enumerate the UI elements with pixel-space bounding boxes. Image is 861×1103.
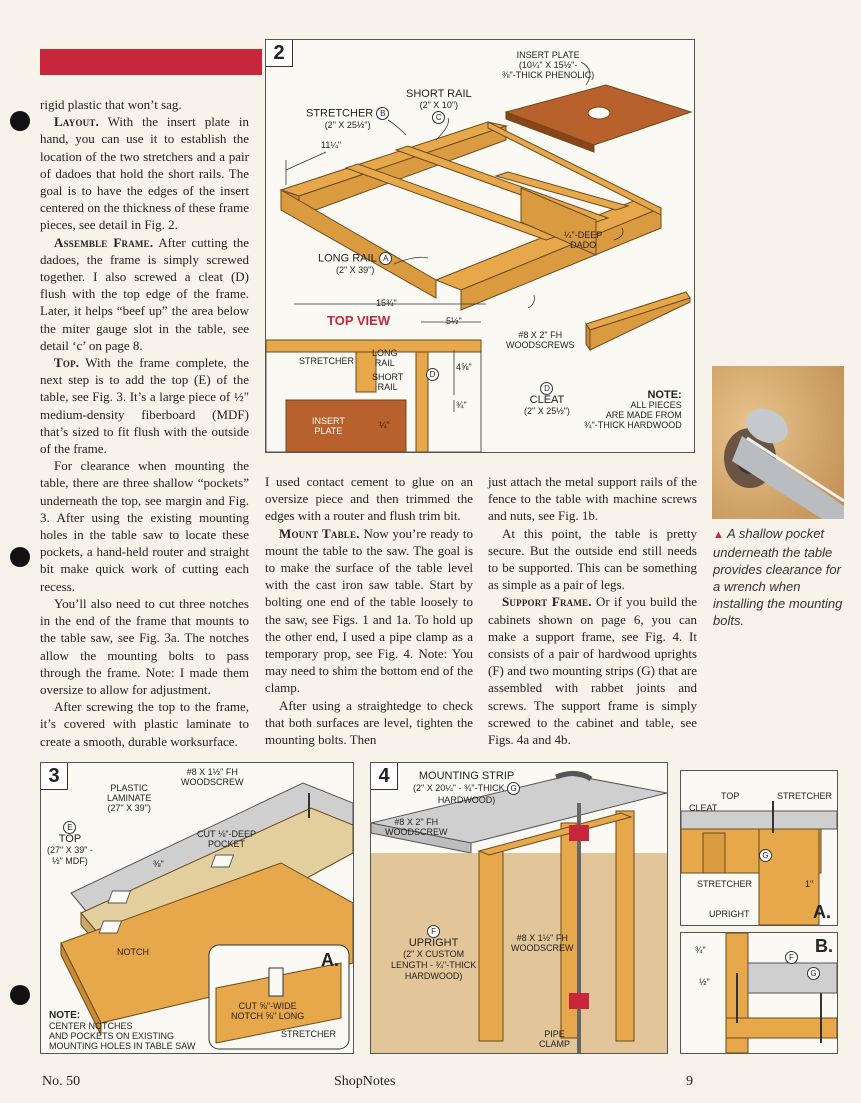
paragraph: Support Frame. Or if you build the cabinets shown on page 6, you can make a support frame, see Fig. 4. It consists of a pair of hardwood uprights (F) and two mounting strips (G) that are assembled with rabbet joints and screws. The support frame is simply screwed to the cabinet and table, see Figs. 4a and 4b.	[488, 594, 698, 748]
figure-4b	[680, 932, 838, 1054]
part-key-a: A	[379, 252, 392, 265]
text-column-3	[488, 473, 697, 748]
label: NOTCH	[117, 947, 149, 957]
dimension: 5½"	[446, 316, 462, 326]
label: STRETCHER	[281, 1029, 337, 1039]
label: STRETCHER	[299, 356, 355, 366]
paragraph: For clearance when mounting the table, there are three shallow “pockets” underneath the top, see margin and Fig. 3. After using the existing mounting holes in the table saw to locate these pockets, a hand-held router and straight bit make quick work of cutting each recess.	[40, 458, 249, 594]
label: UPRIGHT	[408, 937, 459, 949]
label: TOP	[58, 833, 82, 845]
label: #8 X 1½" FH	[516, 933, 568, 943]
issue-number: No. 50	[42, 1074, 81, 1089]
paragraph: Mount Table. Now you’re ready to mount the table to the saw. The goal is to make the surface of the table level with the cast iron saw table. Start by bolting one end of the table loosely to the saw, see Figs. 1 and 1a. To hold up the other end, I used a pipe clamp as a temporary prop, see Fig. 4. Note: You may need to shim the bottom end of the clamp.	[265, 525, 473, 696]
text-column-1	[40, 96, 249, 750]
run-in-head: Support Frame.	[502, 594, 592, 610]
part-key-g: G	[507, 782, 520, 795]
run-in-head: Layout.	[54, 114, 99, 130]
figure-4a	[680, 770, 838, 926]
paragraph: just attach the metal support rails of the fence to the table with machine screws and nuts, see Fig. 1b.	[488, 474, 697, 524]
label: #8 X 1½" FH	[186, 767, 238, 777]
paragraph: rigid plastic that won’t sag.	[40, 97, 182, 112]
wrench-photo-image	[712, 366, 844, 519]
dimension: ½"	[699, 977, 710, 987]
paragraph: After screwing the top to the frame, it’s covered with plastic laminate to create a smooth, durable worksurface.	[40, 699, 249, 749]
top-view-title: TOP VIEW	[324, 314, 393, 328]
label: (2" X CUSTOM	[403, 949, 465, 959]
support-frame-drawing	[371, 763, 667, 1053]
part-key-d: D	[540, 382, 553, 395]
label: LONG	[372, 348, 398, 358]
label: STRETCHER B	[306, 107, 389, 120]
part-key-c: C	[432, 111, 445, 124]
detail-letter: A.	[813, 902, 831, 922]
label: PLASTIC	[110, 783, 148, 793]
label: (2" X 39")	[335, 265, 375, 275]
figure-number: 4	[371, 763, 398, 790]
label: INSERT	[312, 416, 345, 426]
label: (27" X 39")	[107, 803, 151, 813]
part-key-g: G	[807, 967, 820, 980]
caption-triangle-icon: ▲	[713, 529, 724, 541]
label: #8 X 2" FH	[518, 330, 563, 340]
label: CUT ⅝"-WIDE	[238, 1001, 297, 1011]
text-column-2	[265, 473, 473, 748]
label: CLEAT	[689, 803, 718, 813]
figure-4	[370, 762, 668, 1054]
label: WOODSCREWS	[506, 340, 575, 350]
label: MOUNTING HOLES IN TABLE SAW	[49, 1041, 196, 1051]
label: RAIL	[374, 358, 395, 368]
paragraph: Top. With the frame complete, the next step is to add the top (E) of the table, see Fig. 3. It’s a large piece of ½" medium-density fiberboard (MDF) that’s sized to fit flush with the outside of the frame.	[40, 355, 249, 457]
label: CENTER NOTCHES	[49, 1021, 133, 1031]
label: INSERT PLATE	[516, 50, 580, 60]
label: CLAMP	[539, 1039, 571, 1049]
dimension: 15¾"	[376, 298, 397, 308]
label: ¼"-DEEP	[564, 230, 603, 240]
label: ½" MDF)	[52, 856, 88, 866]
part-key-f: F	[785, 951, 798, 964]
label: (2" X 20¼" - ¾"-THICK G	[413, 782, 520, 795]
dimension: 11¼"	[321, 140, 342, 150]
label: AND POCKETS ON EXISTING	[49, 1031, 175, 1041]
paragraph: After using a straightedge to check that both surfaces are level, tighten the mounting bolts. Then	[265, 697, 473, 748]
part-key-e: E	[63, 821, 76, 834]
label: ¾"-THICK HARDWOOD	[584, 420, 682, 430]
dimension: ⅜"	[153, 859, 164, 869]
label: (2" X 25½")	[324, 120, 371, 130]
detail-letter: B.	[815, 936, 833, 956]
wrench-photo	[712, 366, 844, 519]
label: CLEAT	[529, 394, 565, 406]
run-in-head: Assemble Frame.	[54, 234, 154, 250]
label: CUT ⅛"-DEEP	[197, 829, 257, 839]
run-in-head: Top.	[54, 355, 80, 371]
label: LAMINATE	[107, 793, 152, 803]
figure-2	[265, 39, 695, 453]
part-key-g: G	[759, 849, 772, 862]
label: (2" X 25½")	[524, 406, 570, 416]
label: SHORT RAIL	[406, 88, 472, 100]
binder-hole	[10, 985, 30, 1005]
label: HARDWOOD)	[437, 795, 496, 805]
run-in-head: Mount Table.	[279, 525, 360, 541]
figure-number: 3	[41, 763, 68, 790]
label: LENGTH - ¾"-THICK	[391, 960, 477, 970]
label: DADO	[570, 240, 597, 250]
label: HARDWOOD)	[404, 971, 463, 981]
label: WOODSCREW	[181, 777, 244, 787]
publication-name: ShopNotes	[334, 1074, 396, 1089]
label: MOUNTING STRIP	[418, 770, 515, 782]
label: WOODSCREW	[385, 827, 448, 837]
label: NOTE:	[647, 389, 682, 401]
dimension: 4⅝"	[456, 362, 472, 372]
top-drawing	[41, 763, 353, 1053]
paragraph: Layout. With the insert plate in hand, you can use it to establish the location of the two stretchers and a pair of dadoes that hold the short rails. The goal is to have the edges of the insert centered on the thickness of these frame pieces, see detail in Fig. 2.	[40, 114, 249, 233]
photo-caption: ▲ A shallow pocket underneath the table provides clearance for a wrench when installing the mounting bolts.	[713, 526, 843, 628]
label: LONG RAIL A	[318, 252, 392, 265]
paragraph: You’ll also need to cut three notches in the end of the frame that mounts to the table saw, see Fig. 3a. The notches allow the mounting bolts to pass through the frame. Note: I made them oversize to allow for adjustment.	[40, 595, 249, 697]
label: NOTCH ⅝" LONG	[231, 1011, 305, 1021]
section-header-bar	[40, 49, 262, 75]
label: SHORT	[372, 372, 404, 382]
part-key-b: B	[376, 107, 389, 120]
page-number: 9	[686, 1074, 693, 1089]
dimension: ¾"	[695, 945, 706, 955]
binder-hole	[10, 111, 30, 131]
label: ALL PIECES	[630, 400, 682, 410]
label: WOODSCREW	[511, 943, 574, 953]
part-key-f: F	[427, 925, 440, 938]
paragraph: At this point, the table is pretty secure. But the outside end still needs to be supported. This can be something as simple as a pair of legs.	[488, 525, 697, 593]
label: STRETCHER	[697, 879, 753, 889]
label: ARE MADE FROM	[605, 410, 682, 420]
label: UPRIGHT	[709, 909, 750, 919]
label: (10¼" X 15½"-	[518, 60, 578, 70]
label: PLATE	[314, 426, 343, 436]
part-key-d: D	[426, 368, 439, 381]
dimension: ¾"	[456, 400, 467, 410]
label: #8 X 2" FH	[394, 817, 439, 827]
label: (2" X 10")	[419, 100, 459, 110]
figure-3	[40, 762, 354, 1054]
dimension: ¼"	[379, 420, 390, 430]
label: PIPE	[544, 1029, 565, 1039]
label: (27" X 39" -	[47, 845, 93, 855]
label: TOP	[721, 791, 740, 801]
paragraph: Assemble Frame. After cutting the dadoes, the frame is simply screwed together. I also screwed a cleat (D) flush with the top edge of the frame. Later, it helps “beef up” the area below the miter gauge slot in the table, see detail ‘c’ on page 8.	[40, 234, 250, 353]
label: ⅜"-THICK PHENOLIC)	[502, 70, 595, 80]
label: STRETCHER	[777, 791, 833, 801]
binder-hole	[10, 547, 30, 567]
figure-number: 2	[266, 40, 293, 67]
detail-letter: A.	[321, 950, 339, 970]
label: NOTE:	[49, 1010, 81, 1021]
label: RAIL	[377, 382, 398, 392]
paragraph: I used contact cement to glue on an oversize piece and then trimmed the edges with a router and flush trim bit.	[265, 474, 473, 524]
dimension: 1"	[805, 879, 814, 889]
label: POCKET	[208, 839, 246, 849]
